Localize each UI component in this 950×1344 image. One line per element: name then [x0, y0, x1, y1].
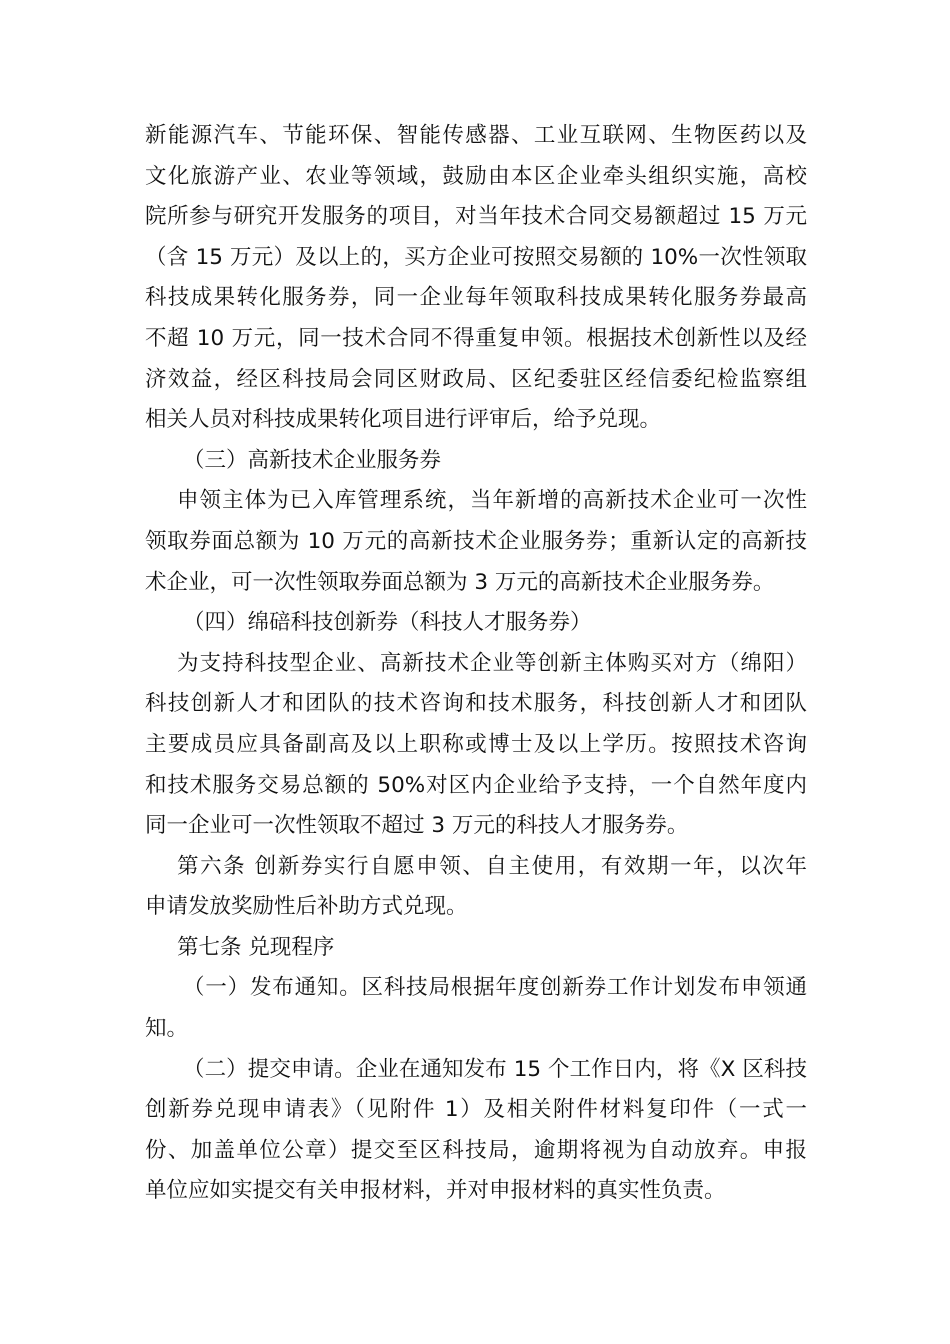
paragraph-line: 创新券兑现申请表》（见附件 1）及相关附件材料复印件（一式一	[145, 1097, 807, 1123]
paragraph-line: 新能源汽车、节能环保、智能传感器、工业互联网、生物医药以及	[145, 123, 807, 148]
paragraph-line: 单位应如实提交有关申报材料，并对申报材料的真实性负责。	[145, 1178, 726, 1204]
paragraph-line: 院所参与研究开发服务的项目，对当年技术合同交易额超过 15 万元	[145, 204, 807, 230]
paragraph-line: 申领主体为已入库管理系统，当年新增的高新技术企业可一次性	[177, 488, 807, 514]
document-body	[145, 116, 807, 1212]
paragraph-line: 济效益，经区科技局会同区财政局、区纪委驻区经信委纪检监察组	[145, 366, 807, 392]
article-seven-heading: 第七条 兑现程序	[177, 934, 335, 960]
article-six-line: 第六条 创新券实行自愿申领、自主使用，有效期一年，以次年	[177, 853, 807, 879]
paragraph-line: 申请发放奖励性后补助方式兑现。	[145, 894, 468, 920]
paragraph-line: 文化旅游产业、农业等领域，鼓励由本区企业牵头组织实施，高校	[145, 163, 807, 189]
section-heading: （三）高新技术企业服务券	[183, 447, 442, 473]
paragraph-line: 知。	[145, 1016, 189, 1042]
paragraph-line: 和技术服务交易总额的 50%对区内企业给予支持，一个自然年度内	[145, 772, 807, 798]
procedure-line: （二）提交申请。企业在通知发布 15 个工作日内，将《X 区科技	[183, 1056, 807, 1082]
section-heading: （四）绵碚科技创新券（科技人才服务券）	[183, 610, 592, 636]
paragraph-line: 科技成果转化服务券，同一企业每年领取科技成果转化服务券最高	[145, 285, 807, 311]
paragraph-line: 为支持科技型企业、高新技术企业等创新主体购买对方（绵阳）	[177, 650, 807, 676]
paragraph-line: 科技创新人才和团队的技术咨询和技术服务，科技创新人才和团队	[145, 691, 807, 717]
paragraph-line: 相关人员对科技成果转化项目进行评审后，给予兑现。	[145, 407, 662, 433]
paragraph-line: 同一企业可一次性领取不超过 3 万元的科技人才服务券。	[145, 813, 689, 839]
paragraph-line: 领取券面总额为 10 万元的高新技术企业服务券；重新认定的高新技	[145, 528, 807, 554]
procedure-line: （一）发布通知。区科技局根据年度创新券工作计划发布申领通	[183, 975, 807, 1001]
paragraph-line: 主要成员应具备副高及以上职称或博士及以上学历。按照技术咨询	[145, 731, 807, 757]
paragraph-line: 术企业，可一次性领取券面总额为 3 万元的高新技术企业服务券。	[145, 569, 775, 595]
paragraph-line: 份、加盖单位公章）提交至区科技局，逾期将视为自动放弃。申报	[145, 1137, 807, 1163]
paragraph-line: 不超 10 万元，同一技术合同不得重复申领。根据技术创新性以及经	[145, 325, 807, 351]
paragraph-line: （含 15 万元）及以上的，买方企业可按照交易额的 10%一次性领取	[145, 244, 807, 270]
